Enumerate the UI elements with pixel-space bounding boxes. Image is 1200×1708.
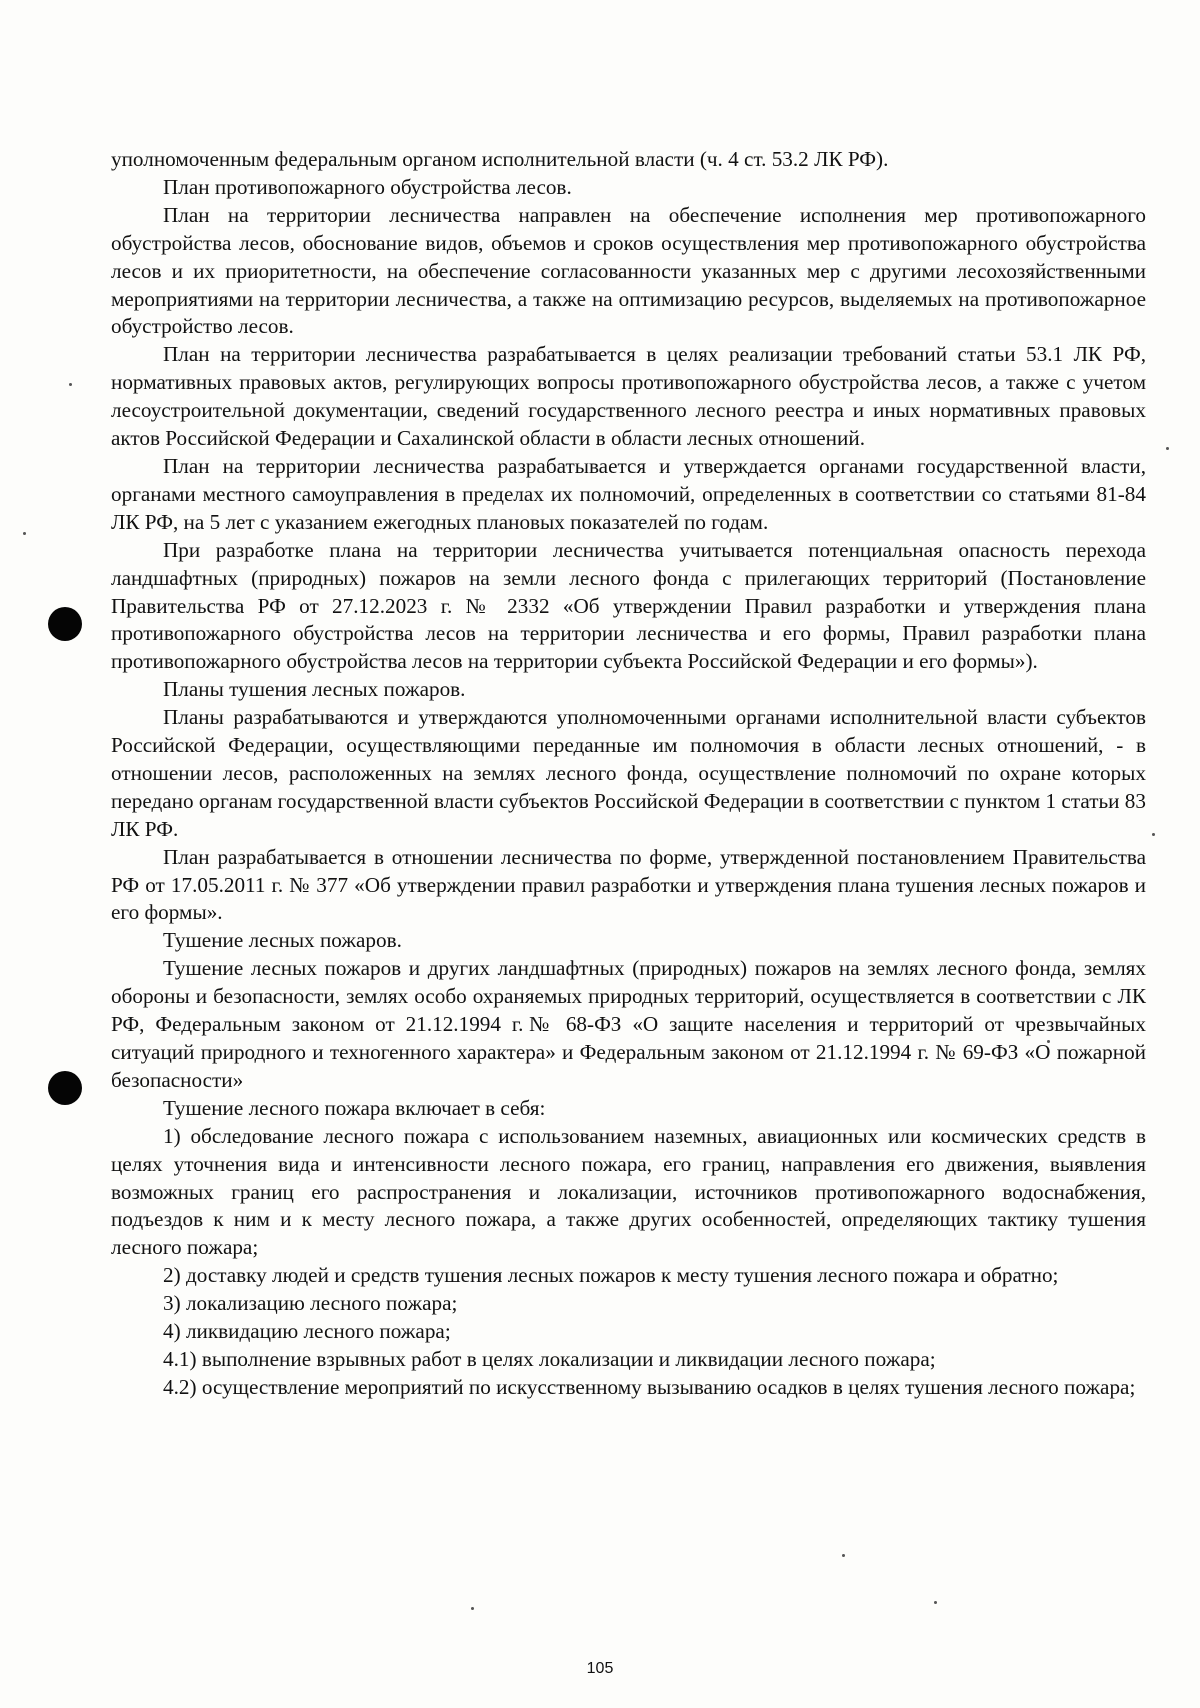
paragraph: При разработке плана на территории лесничества учитывается потенциальная опасность перехода ландшафтных (природных) пожаров на земли лесного фонда с прилегающих территорий (Постановление Правительства РФ от 27.12.2023 г. № 2332 «Об утверждении Правил разработки и утверждения плана противопожарного обустройства лесов на территории лесничества и его формы, Правил разработки плана противопожарного обустройства лесов на территории субъекта Российской Федерации и его формы»). [111, 537, 1146, 674]
scan-speck [23, 532, 26, 535]
list-item: 2) доставку людей и средств тушения лесных пожаров к месту тушения лесного пожара и обратно; [163, 1263, 1059, 1288]
list-item: 4.1) выполнение взрывных работ в целях локализации и ликвидации лесного пожара; [163, 1346, 936, 1371]
paragraph: уполномоченным федеральным органом исполнительной власти (ч. 4 ст. 53.2 ЛК РФ). [111, 147, 889, 171]
scan-speck [69, 383, 72, 386]
section-heading: План противопожарного обустройства лесов. [163, 174, 572, 199]
scan-speck [842, 1554, 845, 1557]
paragraph: План на территории лесничества разрабатывается в целях реализации требований статьи 53.1 ЛК РФ, нормативных правовых актов, регулирующих вопросы противопожарного обустройства лесов, а также с учетом лесоустроительной документации, сведений государственного лесного реестра и иных нормативных правовых актов Российской Федерации и Сахалинской области в области лесных отношений. [111, 342, 1146, 451]
paragraph: План на территории лесничества направлен на обеспечение исполнения мер противопожарного обустройства лесов, обоснование видов, объемов и сроков осуществления мер противопожарного обустройства лесов и их приоритетности, на обеспечение согласованности указанных мер с другими лесохозяйственными мероприятиями на территории лесничества, а также на оптимизацию ресурсов, выделяемых на противопожарное обустройство лесов. [111, 202, 1146, 339]
body-text [111, 146, 1146, 1402]
section-heading: Тушение лесных пожаров. [163, 928, 402, 953]
paragraph: План разрабатывается в отношении лесничества по форме, утвержденной постановлением Правительства РФ от 17.05.2011 г. № 377 «Об утверждении правил разработки и утверждения плана тушения лесных пожаров и его формы». [111, 844, 1146, 925]
section-heading: Планы тушения лесных пожаров. [163, 677, 466, 702]
paragraph: План на территории лесничества разрабатывается и утверждается органами государственной власти, органами местного самоуправления в пределах их полномочий, определенных в соответствии со статьями 81-84 ЛК РФ, на 5 лет с указанием ежегодных плановых показателей по годам. [111, 453, 1146, 534]
paragraph: Тушение лесных пожаров и других ландшафтных (природных) пожаров на землях лесного фонда, землях обороны и безопасности, землях особо охраняемых природных территорий, осуществляется в соответствии с ЛК РФ, Федеральным законом от 21.12.1994 г.№ 68-ФЗ «О защите населения и территорий от чрезвычайных ситуаций природного и техногенного характера» и Федеральным законом от 21.12.1994 г. № 69-ФЗ «О пожарной безопасности» [111, 956, 1146, 1092]
list-item: 1) обследование лесного пожара с использованием наземных, авиационных или космических средств в целях уточнения вида и интенсивности лесного пожара, его границ, направления его движения, выявления возможных границ его распространения и локализации, источников противопожарного водоснабжения, подъездов к ним и к месту лесного пожара, а также других особенностей, определяющих тактику тушения лесного пожара; [111, 1123, 1146, 1260]
list-item: 3) локализацию лесного пожара; [163, 1291, 458, 1316]
scan-speck [1166, 447, 1169, 450]
list-item: 4.2) осуществление мероприятий по искусственному вызыванию осадков в целях тушения лесного пожара; [163, 1374, 1136, 1399]
punch-hole-mark [48, 607, 82, 641]
scan-speck [1152, 833, 1155, 836]
paragraph: Тушение лесного пожара включает в себя: [163, 1095, 546, 1120]
page-number: 105 [586, 1660, 614, 1677]
scan-speck [934, 1601, 937, 1604]
list-item: 4) ликвидацию лесного пожара; [163, 1319, 451, 1344]
punch-hole-mark [48, 1071, 82, 1105]
scan-speck [471, 1607, 474, 1610]
paragraph: Планы разрабатываются и утверждаются уполномоченными органами исполнительной власти субъектов Российской Федерации, осуществляющими переданные им полномочия в области лесных отношений, - в отношении лесов, расположенных на землях лесного фонда, осуществление полномочий по охране которых передано органам государственной власти субъектов Российской Федерации в соответствии с пунктом 1 статьи 83 ЛК РФ. [111, 705, 1146, 841]
